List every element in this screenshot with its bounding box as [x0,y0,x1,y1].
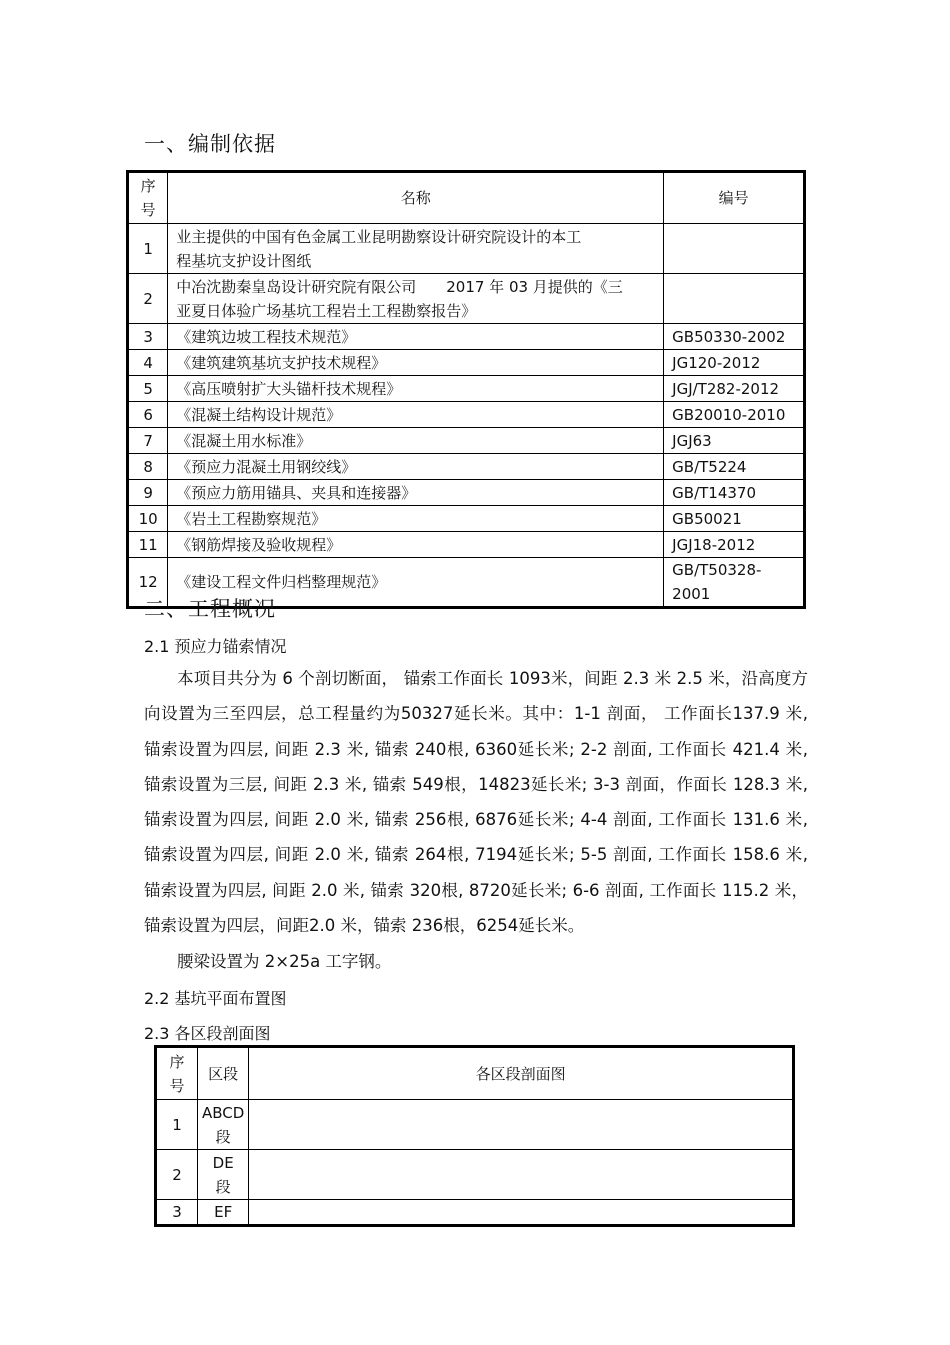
row-no: 4 [128,350,168,376]
subsection-2-1-title: 2.1 预应力锚索情况 [144,637,287,656]
header-no: 序 号 [156,1047,198,1100]
anchor-cable-paragraph [144,661,808,943]
row-no: 9 [128,480,168,506]
row-code [664,274,805,324]
row-name: 《混凝土结构设计规范》 [168,402,664,428]
row-code: JGJ18-2012 [664,532,805,558]
header-figure: 各区段剖面图 [249,1047,794,1100]
row-no: 2 [128,274,168,324]
row-code: JGJ/T282-2012 [664,376,805,402]
section-1-heading: 一、编制依据 [144,132,276,156]
row-name: 《钢筋焊接及验收规程》 [168,532,664,558]
row-figure [249,1200,794,1226]
row-no: 11 [128,532,168,558]
section-2-heading: 二、工程概况 [144,597,276,621]
row-code: GB/T50328-2001 [664,558,805,608]
table-row [128,506,805,532]
row-no: 3 [156,1200,198,1226]
row-code: GB/T5224 [664,454,805,480]
row-no: 3 [128,324,168,350]
table-row [128,532,805,558]
table-row [128,376,805,402]
row-code [664,224,805,274]
row-name: 业主提供的中国有色金属工业昆明勘察设计研究院设计的本工 程基坑支护设计图纸 [168,224,664,274]
row-no: 10 [128,506,168,532]
row-no: 5 [128,376,168,402]
row-name: 《混凝土用水标准》 [168,428,664,454]
row-no: 1 [156,1100,198,1150]
row-code: GB50330-2002 [664,324,805,350]
table-row [128,454,805,480]
row-zone: EF [198,1200,249,1226]
table-row [128,480,805,506]
anchor-cable-text: 本项目共分为 6 个剖切断面， 锚索工作面长 1093米，间距 2.3 米 2.5 米，沿高度方向设置为三至四层，总工程量约为50327延长米。其中：1-1 剖面， 工作面长137.9 米, 锚索设置为四层, 间距 2.3 米, 锚索 240根, 6360延长米; 2-2 剖面, 工作面长 421.4 米, 锚索设置为三层, 间距 2.3 米, 锚索 549根，14823延长米; 3-3 剖面，作面长 128.3 米, 锚索设置为四层, 间距 2.0 米, 锚索 256根, 6876延长米; 4-4 剖面, 工作面长 131.6 米, 锚索设置为四层, 间距 2.0 米, 锚索 264根, 7194延长米; 5-5 剖面, 工作面长 158.6 米, 锚索设置为四层, 间距 2.0 米, 锚索 320根, 8720延长米; 6-6 剖面, 工作面长 115.2 米，锚索设置为四层，间距2.0 米，锚索 236根，6254延长米。 [144,669,808,936]
subsection-2-3-title: 2.3 各区段剖面图 [144,1024,271,1043]
row-name: 《岩土工程勘察规范》 [168,506,664,532]
reference-table [126,170,806,609]
row-no: 7 [128,428,168,454]
row-no: 1 [128,224,168,274]
table-header-row [128,172,805,224]
row-code: JG120-2012 [664,350,805,376]
row-zone: ABCD 段 [198,1100,249,1150]
row-no: 6 [128,402,168,428]
header-no: 序 号 [128,172,168,224]
row-zone: DE 段 [198,1150,249,1200]
table-row [156,1150,794,1200]
waist-beam-paragraph [144,944,808,979]
table-row [128,350,805,376]
section-profile-table [154,1045,795,1227]
row-figure [249,1100,794,1150]
table-row [128,428,805,454]
row-no: 12 [128,558,168,608]
row-name: 中冶沈勘秦皇岛设计研究院有限公司 2017 年 03 月提供的《三 亚夏日体验广场基坑工程岩土工程勘察报告》 [168,274,664,324]
table-row [128,402,805,428]
table-header-row [156,1047,794,1100]
row-name: 《预应力筋用锚具、夹具和连接器》 [168,480,664,506]
table-row [128,274,805,324]
row-code: GB/T14370 [664,480,805,506]
row-no: 2 [156,1150,198,1200]
table-row [156,1100,794,1150]
row-code: JGJ63 [664,428,805,454]
header-name: 名称 [168,172,664,224]
table-row [128,324,805,350]
row-code: GB50021 [664,506,805,532]
row-name: 《建筑边坡工程技术规范》 [168,324,664,350]
row-code: GB20010-2010 [664,402,805,428]
row-figure [249,1150,794,1200]
row-name: 《建筑建筑基坑支护技术规程》 [168,350,664,376]
row-name: 《建设工程文件归档整理规范》 [168,558,664,608]
row-name: 《预应力混凝土用钢绞线》 [168,454,664,480]
table-row [128,224,805,274]
header-zone: 区段 [198,1047,249,1100]
row-name: 《高压喷射扩大头锚杆技术规程》 [168,376,664,402]
waist-beam-text: 腰梁设置为 2×25a 工字钢。 [177,952,392,971]
row-no: 8 [128,454,168,480]
header-code: 编号 [664,172,805,224]
subsection-2-2-title: 2.2 基坑平面布置图 [144,989,287,1008]
table-row [156,1200,794,1226]
